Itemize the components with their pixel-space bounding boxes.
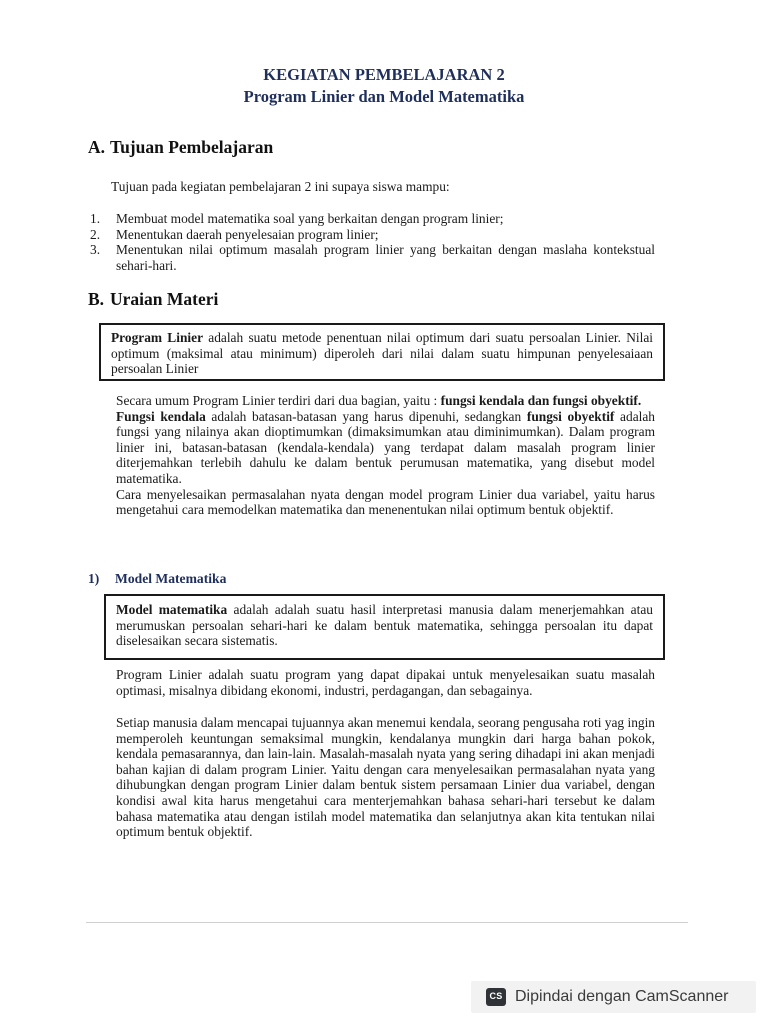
paragraph-cara: Cara menyelesaikan permasalahan nyata dengan model program Linier dua variabel, yaitu harus mengetahui cara memodelkan matematika dan menenentukan nilai optimum bentuk objektif.	[116, 486, 655, 518]
watermark-text: Dipindai dengan CamScanner	[515, 988, 729, 1006]
paragraph-text: adalah fungsi yang nilainya akan dioptimumkan (dimaksimumkan atau diminimumkan). Dalam program linier ini, batasan-batasan (kendala-kendala) yang terdapat dalam masalah program linier diterjemahkan terlebih dahulu ke dalam bentuk perumusan matematika, yang disebut model matematika.	[116, 408, 655, 486]
subsection-title: Model Matematika	[115, 571, 227, 586]
definition-term: Program Linier	[111, 330, 204, 345]
paragraph-text: Secara umum Program Linier terdiri dari dua bagian, yaitu :	[116, 393, 441, 408]
page-title: KEGIATAN PEMBELAJARAN 2	[263, 65, 505, 84]
definition-text: adalah adalah suatu hasil interpretasi manusia dalam menerjemahkan atau merumuskan persoalan sehari-hari ke dalam bentuk matematika, sehingga persoalan itu dapat diselesaikan secara sistematis.	[116, 602, 653, 649]
page-subtitle: Program Linier dan Model Matematika	[243, 87, 525, 106]
subsection-heading	[88, 571, 226, 587]
list-item-number: 3.	[90, 242, 101, 258]
paragraph-setiap-manusia: Setiap manusia dalam mencapai tujuannya akan menemui kendala, seorang pengusaha roti yag ingin memperoleh keuntungan semaksimal mungkin, kendalanya mungkin dari harga bahan pokok, kendala pemasarannya, dan lain-lain. Masalah-masalah nyata yang sering dihadapi ini akan menjadi bahan kajian di dalam program Linier. Yaitu dengan cara menyelesaikan permasalahan nyata yang dihubungkan dengan program Linier dalam bentuk sistem persamaan Linier dua variabel, dengan kondisi awal kita harus mengetahui cara menterjemahkan bahasa sehari-hari tersebut ke dalam bahasa matematika atau dengan istilah model matematika dan selanjutnya akan kita tentukan nilai optimum bentuk objektif.	[116, 715, 655, 840]
list-item	[90, 211, 655, 227]
definition-box-program-linier	[99, 323, 665, 381]
section-b-title: Uraian Materi	[110, 289, 219, 309]
paragraph-text: adalah batasan-batasan yang harus dipenuhi, sedangkan	[205, 408, 527, 424]
paragraph-bold: fungsi kendala dan fungsi obyektif.	[440, 393, 642, 408]
uraian-paragraphs	[116, 393, 655, 518]
list-item-text: Menentukan daerah penyelesaian program linier;	[116, 226, 379, 242]
definition-term: Model matematika	[116, 602, 228, 617]
list-item	[90, 242, 655, 273]
section-b-letter: B.	[88, 289, 105, 309]
paragraph-fungsi	[116, 409, 655, 487]
section-a-heading	[88, 137, 274, 157]
list-item-text: Membuat model matematika soal yang berkaitan dengan program linier;	[116, 211, 504, 226]
definition-box-model-matematika	[104, 594, 665, 660]
section-a-title: Tujuan Pembelajaran	[110, 137, 274, 157]
term-fungsi-kendala: Fungsi kendala	[116, 408, 206, 424]
list-item-text: Menentukan nilai optimum masalah program linier yang berkaitan dengan maslaha kontekstual sehari-hari.	[116, 242, 655, 273]
definition-text: adalah suatu metode penentuan nilai optimum dari suatu persoalan Linier. Nilai optimum (maksimal atau minimum) diperoleh dari nilai dalam suatu himpunan penyelesaiaan persoalan Linier	[111, 330, 653, 377]
paragraph-intro	[116, 393, 655, 409]
section-a-letter: A.	[88, 137, 106, 157]
list-item-number: 1.	[90, 211, 101, 226]
term-fungsi-obyektif: fungsi obyektif	[526, 408, 615, 424]
objectives-list	[90, 211, 655, 273]
camscanner-watermark	[471, 981, 756, 1013]
section-b-heading	[88, 289, 219, 309]
paragraph-program-linier: Program Linier adalah suatu program yang dapat dipakai untuk menyelesaikan suatu masalah optimasi, misalnya dibidang ekonomi, industri, perdagangan, dan sebagainya.	[116, 667, 655, 698]
section-a-intro: Tujuan pada kegiatan pembelajaran 2 ini supaya siswa mampu:	[111, 179, 450, 194]
list-item-number: 2.	[90, 226, 101, 242]
subsection-number: 1)	[88, 571, 100, 586]
footer-divider	[86, 922, 688, 923]
list-item	[90, 227, 655, 243]
camscanner-logo-icon: CS	[486, 988, 506, 1006]
